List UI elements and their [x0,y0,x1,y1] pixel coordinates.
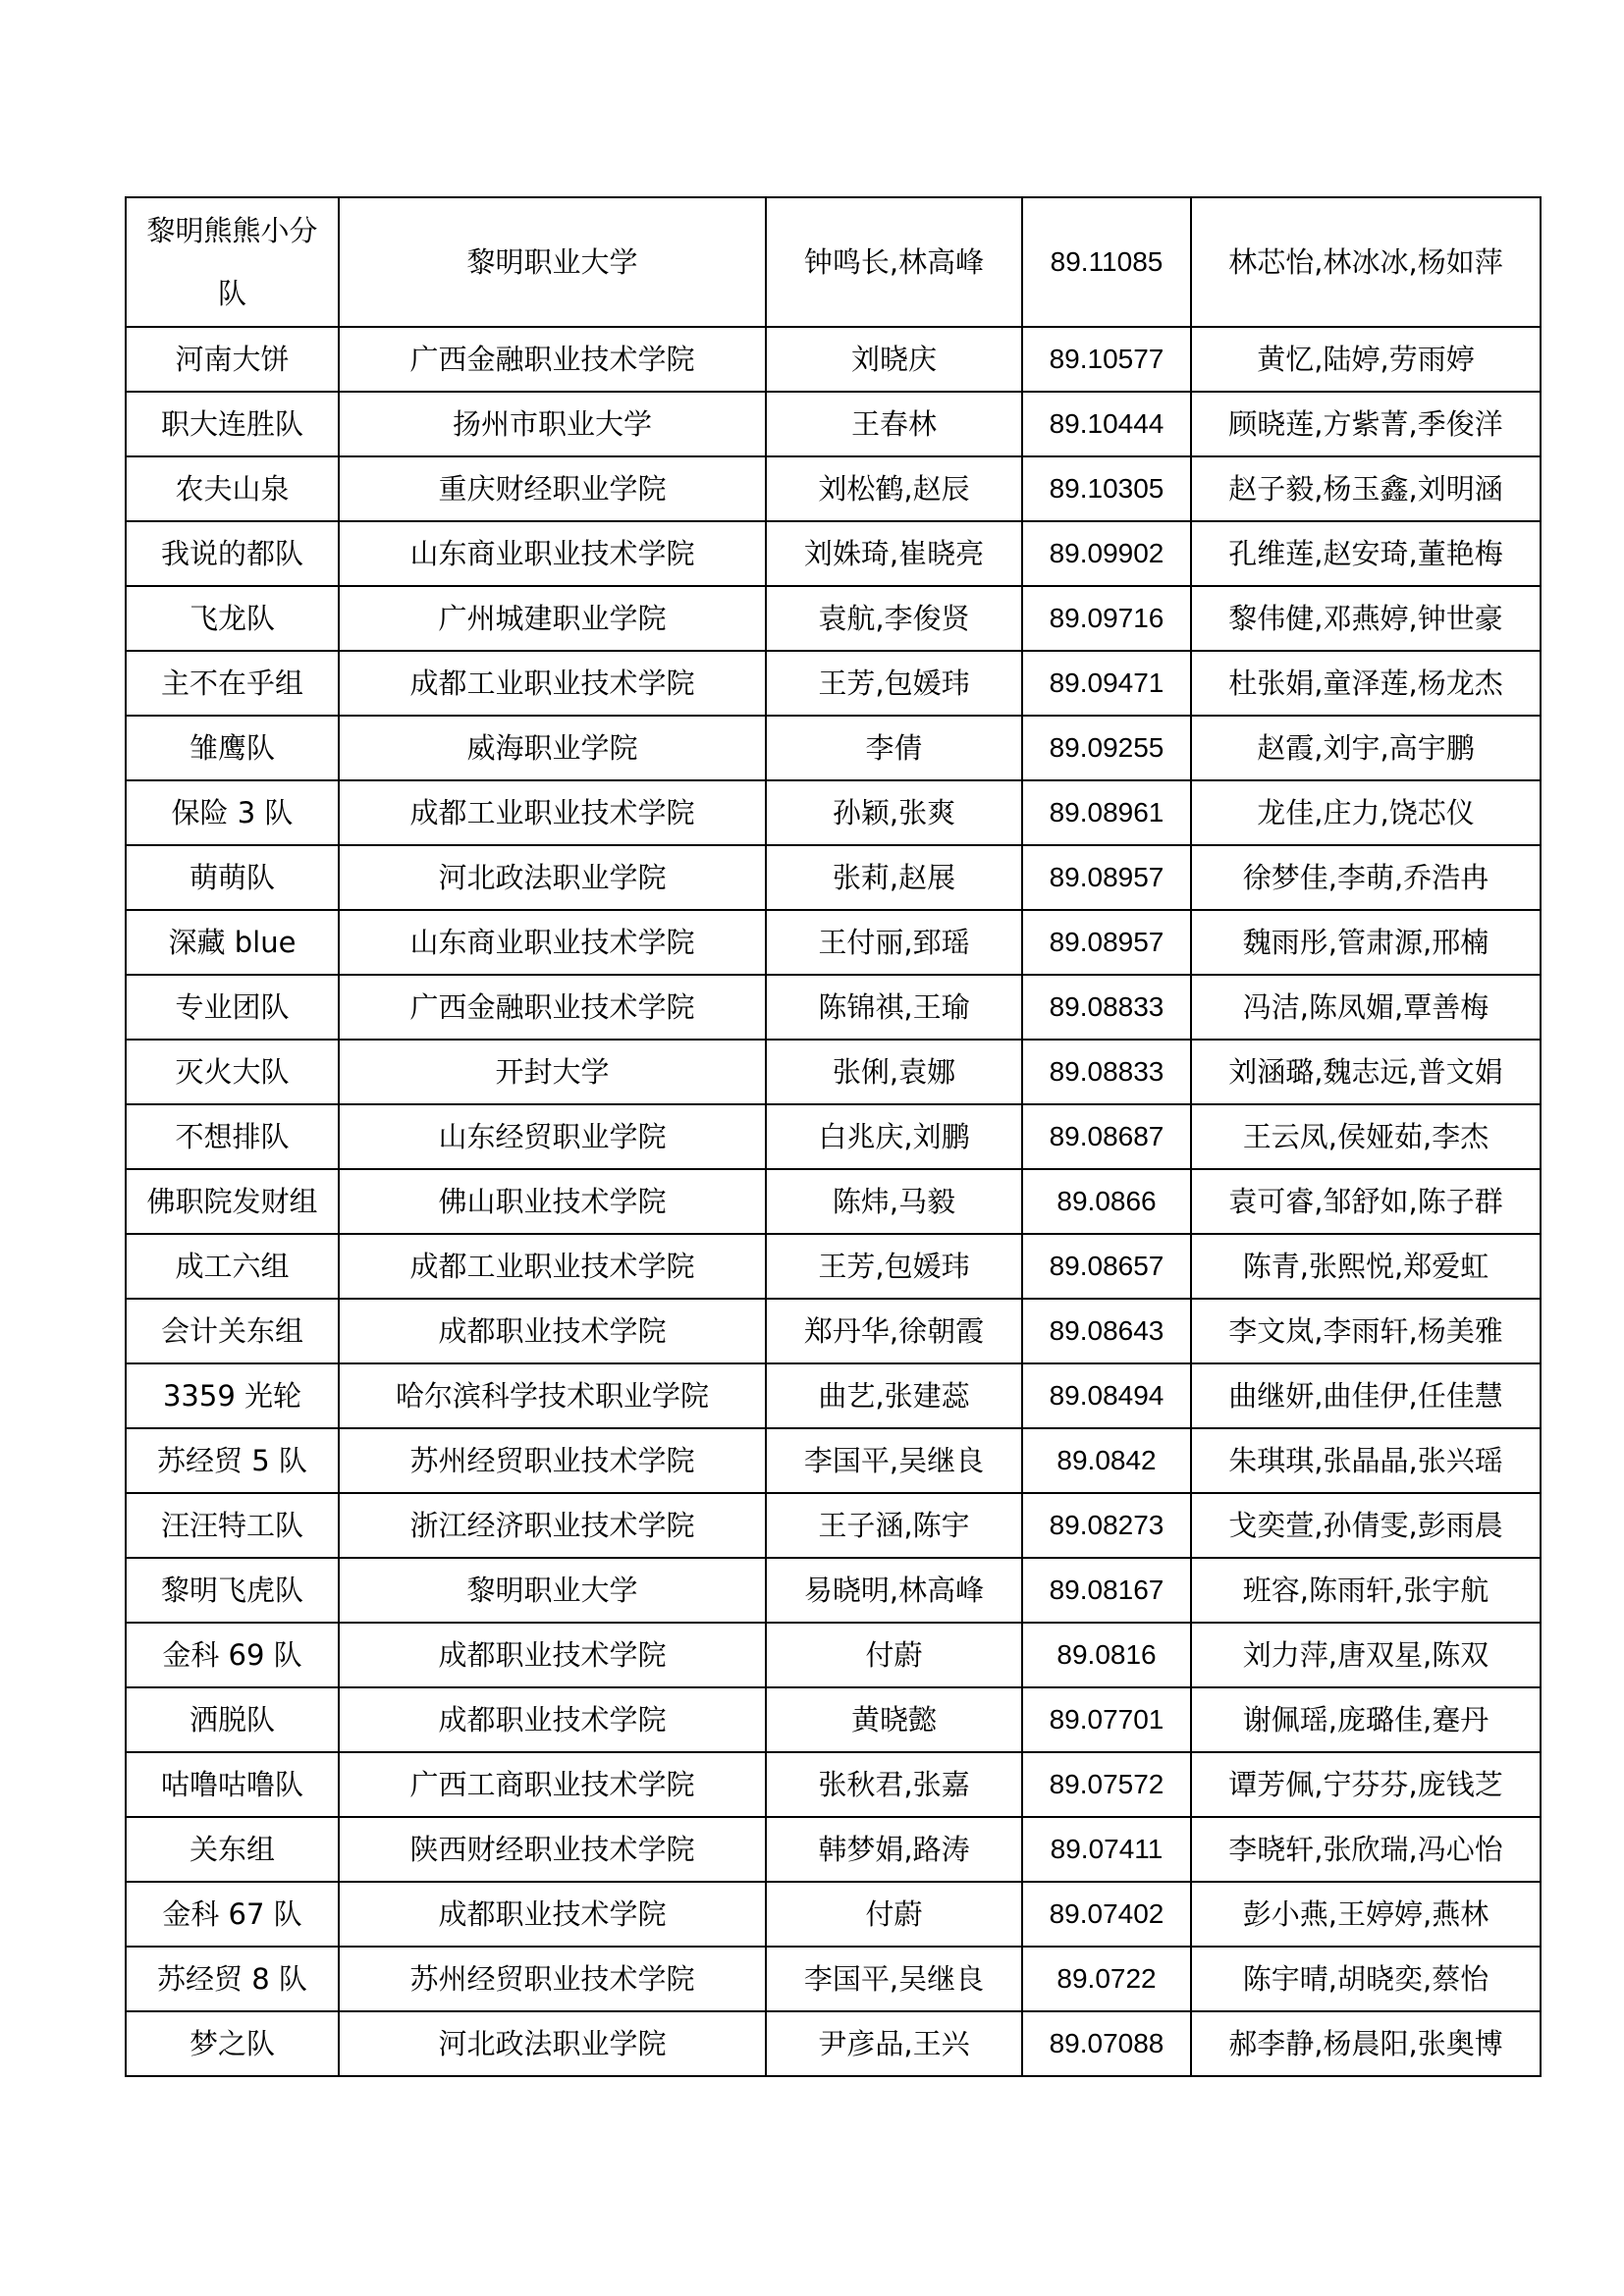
table-row [126,1882,1541,1947]
table-row [126,1623,1541,1687]
school-cell: 河北政法职业学院 [339,845,766,910]
advisors-cell: 李倩 [766,716,1022,780]
team-name-cell: 金科 67 队 [126,1882,339,1947]
advisors-cell: 张莉,赵展 [766,845,1022,910]
team-name-cell: 会计关东组 [126,1299,339,1363]
members-cell: 朱琪琪,张晶晶,张兴瑶 [1191,1428,1541,1493]
advisors-cell: 王付丽,郅瑶 [766,910,1022,975]
score-cell: 89.08957 [1022,910,1191,975]
team-name-cell: 佛职院发财组 [126,1169,339,1234]
school-cell: 广西金融职业技术学院 [339,975,766,1040]
table-row [126,845,1541,910]
score-cell: 89.10305 [1022,456,1191,521]
school-cell: 黎明职业大学 [339,1558,766,1623]
table-row [126,1040,1541,1104]
table-row [126,1363,1541,1428]
score-cell: 89.07411 [1022,1817,1191,1882]
score-cell: 89.08273 [1022,1493,1191,1558]
table-row [126,975,1541,1040]
score-cell: 89.08957 [1022,845,1191,910]
score-cell: 89.07402 [1022,1882,1191,1947]
team-name-cell: 深藏 blue [126,910,339,975]
score-cell: 89.10444 [1022,392,1191,456]
results-table [125,196,1542,2077]
school-cell: 广西金融职业技术学院 [339,327,766,392]
score-cell: 89.08643 [1022,1299,1191,1363]
advisors-cell: 王芳,包媛玮 [766,651,1022,716]
school-cell: 黎明职业大学 [339,197,766,327]
team-name-cell: 不想排队 [126,1104,339,1169]
members-cell: 谭芳佩,宁芬芬,庞钱芝 [1191,1752,1541,1817]
members-cell: 彭小燕,王婷婷,燕林 [1191,1882,1541,1947]
score-cell: 89.08833 [1022,1040,1191,1104]
school-cell: 山东商业职业技术学院 [339,910,766,975]
table-row [126,910,1541,975]
team-name-cell: 苏经贸 8 队 [126,1947,339,2011]
school-cell: 佛山职业技术学院 [339,1169,766,1234]
school-cell: 广西工商职业技术学院 [339,1752,766,1817]
school-cell: 成都职业技术学院 [339,1623,766,1687]
score-cell: 89.09471 [1022,651,1191,716]
advisors-cell: 付蔚 [766,1623,1022,1687]
advisors-cell: 张俐,袁娜 [766,1040,1022,1104]
team-name-cell: 职大连胜队 [126,392,339,456]
members-cell: 郝李静,杨晨阳,张奥博 [1191,2011,1541,2076]
advisors-cell: 袁航,李俊贤 [766,586,1022,651]
members-cell: 冯洁,陈凤媚,覃善梅 [1191,975,1541,1040]
score-cell: 89.0816 [1022,1623,1191,1687]
members-cell: 袁可睿,邹舒如,陈子群 [1191,1169,1541,1234]
school-cell: 成都职业技术学院 [339,1882,766,1947]
score-cell: 89.0722 [1022,1947,1191,2011]
team-name-cell: 洒脱队 [126,1687,339,1752]
team-name-cell: 金科 69 队 [126,1623,339,1687]
school-cell: 开封大学 [339,1040,766,1104]
table-row [126,1234,1541,1299]
advisors-cell: 黄晓懿 [766,1687,1022,1752]
table-row [126,651,1541,716]
advisors-cell: 王芳,包媛玮 [766,1234,1022,1299]
table-body [126,197,1541,2076]
school-cell: 成都职业技术学院 [339,1687,766,1752]
team-name-cell: 河南大饼 [126,327,339,392]
members-cell: 林芯怡,林冰冰,杨如萍 [1191,197,1541,327]
school-cell: 河北政法职业学院 [339,2011,766,2076]
members-cell: 李文岚,李雨轩,杨美雅 [1191,1299,1541,1363]
table-row [126,327,1541,392]
table-row [126,1299,1541,1363]
members-cell: 戈奕萱,孙倩雯,彭雨晨 [1191,1493,1541,1558]
team-name-cell: 我说的都队 [126,521,339,586]
table-row [126,1947,1541,2011]
members-cell: 陈青,张熙悦,郑爱虹 [1191,1234,1541,1299]
table-row [126,392,1541,456]
advisors-cell: 尹彦品,王兴 [766,2011,1022,2076]
school-cell: 山东商业职业技术学院 [339,521,766,586]
school-cell: 重庆财经职业学院 [339,456,766,521]
score-cell: 89.07572 [1022,1752,1191,1817]
members-cell: 徐梦佳,李萌,乔浩冉 [1191,845,1541,910]
members-cell: 黄忆,陆婷,劳雨婷 [1191,327,1541,392]
members-cell: 刘涵璐,魏志远,普文娟 [1191,1040,1541,1104]
team-name-cell: 梦之队 [126,2011,339,2076]
school-cell: 陕西财经职业技术学院 [339,1817,766,1882]
table-row [126,586,1541,651]
score-cell: 89.08657 [1022,1234,1191,1299]
advisors-cell: 李国平,吴继良 [766,1947,1022,2011]
score-cell: 89.10577 [1022,327,1191,392]
advisors-cell: 郑丹华,徐朝霞 [766,1299,1022,1363]
advisors-cell: 刘姝琦,崔晓亮 [766,521,1022,586]
advisors-cell: 刘晓庆 [766,327,1022,392]
members-cell: 顾晓莲,方紫菁,季俊洋 [1191,392,1541,456]
school-cell: 成都工业职业技术学院 [339,1234,766,1299]
advisors-cell: 韩梦娟,路涛 [766,1817,1022,1882]
table-row [126,716,1541,780]
score-cell: 89.08687 [1022,1104,1191,1169]
members-cell: 陈宇晴,胡晓奕,蔡怡 [1191,1947,1541,2011]
table-row [126,1104,1541,1169]
members-cell: 孔维莲,赵安琦,董艳梅 [1191,521,1541,586]
team-name-cell: 飞龙队 [126,586,339,651]
table-row [126,1817,1541,1882]
advisors-cell: 刘松鹤,赵辰 [766,456,1022,521]
table-row [126,1428,1541,1493]
advisors-cell: 王子涵,陈宇 [766,1493,1022,1558]
members-cell: 赵子毅,杨玉鑫,刘明涵 [1191,456,1541,521]
school-cell: 浙江经济职业技术学院 [339,1493,766,1558]
advisors-cell: 孙颖,张爽 [766,780,1022,845]
team-name-cell: 3359 光轮 [126,1363,339,1428]
members-cell: 赵霞,刘宇,高宇鹏 [1191,716,1541,780]
table-row [126,780,1541,845]
team-name-cell: 专业团队 [126,975,339,1040]
score-cell: 89.08167 [1022,1558,1191,1623]
team-name-cell: 农夫山泉 [126,456,339,521]
team-name-cell: 关东组 [126,1817,339,1882]
advisors-cell: 王春林 [766,392,1022,456]
table-row [126,521,1541,586]
score-cell: 89.11085 [1022,197,1191,327]
advisors-cell: 曲艺,张建蕊 [766,1363,1022,1428]
score-cell: 89.07088 [1022,2011,1191,2076]
team-name-cell: 咕噜咕噜队 [126,1752,339,1817]
team-name-cell: 苏经贸 5 队 [126,1428,339,1493]
team-name-cell: 灭火大队 [126,1040,339,1104]
members-cell: 班容,陈雨轩,张宇航 [1191,1558,1541,1623]
school-cell: 苏州经贸职业技术学院 [339,1428,766,1493]
score-cell: 89.0842 [1022,1428,1191,1493]
score-cell: 89.08494 [1022,1363,1191,1428]
school-cell: 成都职业技术学院 [339,1299,766,1363]
school-cell: 威海职业学院 [339,716,766,780]
table-row [126,197,1541,327]
team-name-cell: 保险 3 队 [126,780,339,845]
team-name-cell: 主不在乎组 [126,651,339,716]
members-cell: 龙佳,庄力,饶芯仪 [1191,780,1541,845]
table-row [126,1493,1541,1558]
advisors-cell: 陈炜,马毅 [766,1169,1022,1234]
school-cell: 苏州经贸职业技术学院 [339,1947,766,2011]
members-cell: 王云凤,侯娅茹,李杰 [1191,1104,1541,1169]
score-cell: 89.08833 [1022,975,1191,1040]
members-cell: 黎伟健,邓燕婷,钟世豪 [1191,586,1541,651]
advisors-cell: 白兆庆,刘鹏 [766,1104,1022,1169]
score-cell: 89.09255 [1022,716,1191,780]
score-cell: 89.09716 [1022,586,1191,651]
school-cell: 广州城建职业学院 [339,586,766,651]
members-cell: 刘力萍,唐双星,陈双 [1191,1623,1541,1687]
team-name-cell: 黎明飞虎队 [126,1558,339,1623]
table-row [126,1687,1541,1752]
team-name-cell: 雏鹰队 [126,716,339,780]
team-name-cell: 成工六组 [126,1234,339,1299]
team-name-cell: 汪汪特工队 [126,1493,339,1558]
team-name-cell: 萌萌队 [126,845,339,910]
school-cell: 成都工业职业技术学院 [339,651,766,716]
table-row [126,1752,1541,1817]
advisors-cell: 张秋君,张嘉 [766,1752,1022,1817]
school-cell: 山东经贸职业学院 [339,1104,766,1169]
members-cell: 谢佩瑶,庞璐佳,蹇丹 [1191,1687,1541,1752]
members-cell: 杜张娟,童泽莲,杨龙杰 [1191,651,1541,716]
school-cell: 成都工业职业技术学院 [339,780,766,845]
advisors-cell: 易晓明,林高峰 [766,1558,1022,1623]
advisors-cell: 付蔚 [766,1882,1022,1947]
advisors-cell: 钟鸣长,林高峰 [766,197,1022,327]
table-row [126,456,1541,521]
members-cell: 李晓轩,张欣瑞,冯心怡 [1191,1817,1541,1882]
school-cell: 扬州市职业大学 [339,392,766,456]
table-row [126,1558,1541,1623]
table-row [126,1169,1541,1234]
members-cell: 曲继妍,曲佳伊,任佳慧 [1191,1363,1541,1428]
table-row [126,2011,1541,2076]
team-name-cell: 黎明熊熊小分队 [126,197,339,327]
score-cell: 89.09902 [1022,521,1191,586]
school-cell: 哈尔滨科学技术职业学院 [339,1363,766,1428]
score-cell: 89.07701 [1022,1687,1191,1752]
score-cell: 89.0866 [1022,1169,1191,1234]
advisors-cell: 陈锦祺,王瑜 [766,975,1022,1040]
score-cell: 89.08961 [1022,780,1191,845]
advisors-cell: 李国平,吴继良 [766,1428,1022,1493]
members-cell: 魏雨彤,管肃源,邢楠 [1191,910,1541,975]
